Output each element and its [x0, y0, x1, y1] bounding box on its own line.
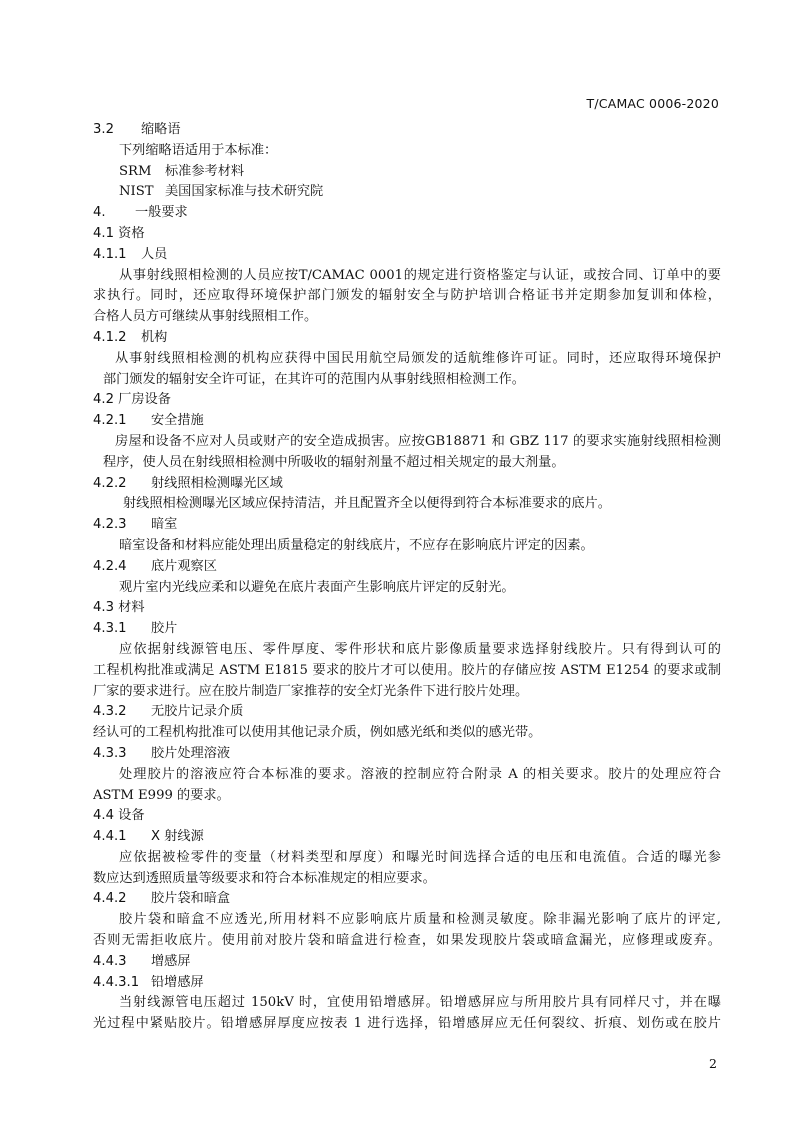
paragraph-line: 否则无需拒收底片。使用前对胶片袋和暗盒进行检查，如果发现胶片袋或暗盒漏光，应修理或废弃。 [93, 933, 721, 949]
paragraph-line: 合格人员方可继续从事射线照相工作。 [93, 309, 318, 325]
paragraph-line: 当射线源管电压超过 150kV 时，宜使用铅增感屏。铅增感屏应与所用胶片具有同样尺寸，并在曝 [119, 995, 721, 1011]
section-4-3-heading: 4.3 材料 [93, 600, 145, 616]
paragraph-line: 观片室内光线应柔和以避免在底片表面产生影响底片评定的反射光。 [119, 579, 515, 595]
section-4-2-2-heading: 4.2.2 射线照相检测曝光区域 [93, 475, 283, 491]
document-body [93, 120, 721, 1035]
paragraph-line: 处理胶片的溶液应符合本标准的要求。溶液的控制应符合附录 A 的相关要求。胶片的处理应符合 [119, 766, 721, 782]
paragraph-line: 应依据射线源管电压、零件厚度、零件形状和底片影像质量要求选择射线胶片。只有得到认可的 [119, 641, 721, 657]
section-4-3-1-heading: 4.3.1 胶片 [93, 621, 178, 637]
paragraph-line: 经认可的工程机构批准可以使用其他记录介质，例如感光纸和类似的感光带。 [93, 725, 542, 741]
section-4-1-heading: 4.1 资格 [93, 225, 145, 241]
section-4-4-heading: 4.4 设备 [93, 808, 145, 824]
section-4-1-2-heading: 4.1.2 机构 [93, 329, 168, 345]
paragraph-line: 光过程中紧贴胶片。铅增感屏厚度应按表 1 进行选择，铅增感屏应无任何裂纹、折痕、划伤或在胶片 [93, 1016, 721, 1032]
paragraph-line: 厂家的要求进行。应在胶片制造厂家推荐的安全灯光条件下进行胶片处理。 [93, 683, 529, 699]
paragraph-line: 射线照相检测曝光区域应保持清洁，并且配置齐全以便得到符合本标准要求的底片。 [123, 496, 611, 512]
paragraph-line: 求执行。同时，还应取得环境保护部门颁发的辐射安全与防护培训合格证书并定期参加复训和体检， [93, 288, 721, 304]
paragraph-line: 胶片袋和暗盒不应透光,所用材料不应影响底片质量和检测灵敏度。除非漏光影响了底片的评定, [119, 912, 721, 928]
paragraph-line: 房屋和设备不应对人员或财产的安全造成损害。应按GB18871 和 GBZ 117 的要求实施射线照相检测 [115, 433, 721, 449]
paragraph-line: 应依据被检零件的变量（材料类型和厚度）和曝光时间选择合适的电压和电流值。合适的曝光参 [119, 849, 721, 865]
paragraph-line: 数应达到透照质量等级要求和符合本标准规定的相应要求。 [93, 870, 436, 886]
paragraph-line: 暗室设备和材料应能处理出质量稳定的射线底片，不应存在影响底片评定的因素。 [119, 537, 594, 553]
paragraph-line: 从事射线照相检测的人员应按T/CAMAC 0001的规定进行资格鉴定与认证，或按合同、订单中的要 [119, 267, 721, 283]
section-4-2-1-heading: 4.2.1 安全措施 [93, 413, 204, 429]
section-4-4-2-heading: 4.4.2 胶片袋和暗盒 [93, 891, 231, 907]
paragraph-line: 部门颁发的辐射安全许可证，在其许可的范围内从事射线照相检测工作。 [103, 371, 525, 387]
section-4-3-2-heading: 4.3.2 无胶片记录介质 [93, 704, 244, 720]
paragraph-line: 工程机构批准或满足 ASTM E1815 要求的胶片才可以使用。胶片的存储应按 ASTM E1254 的要求或制 [93, 662, 721, 678]
abbreviation-item: SRM 标准参考材料 [119, 163, 245, 179]
paragraph-line: 程序，使人员在射线照相检测中所吸收的辐射剂量不超过相关规定的最大剂量。 [103, 454, 565, 470]
section-4-4-3-heading: 4.4.3 增感屏 [93, 953, 191, 969]
paragraph-line: ASTM E999 的要求。 [93, 787, 230, 803]
page-number: 2 [709, 1056, 717, 1071]
section-4-1-1-heading: 4.1.1 人员 [93, 246, 168, 262]
section-4-2-4-heading: 4.2.4 底片观察区 [93, 558, 217, 574]
section-3-2-heading: 3.2 缩略语 [93, 122, 181, 137]
section-4-4-1-heading: 4.4.1 X 射线源 [93, 829, 204, 845]
paragraph: 下列缩略语适用于本标准： [119, 142, 278, 158]
paragraph-line: 从事射线照相检测的机构应获得中国民用航空局颁发的适航维修许可证。同时，还应取得环境保护 [115, 350, 721, 366]
section-4-2-3-heading: 4.2.3 暗室 [93, 517, 178, 533]
document-code-header: T/CAMAC 0006-2020 [586, 96, 719, 111]
section-4-heading: 4. 一般要求 [93, 205, 188, 221]
abbreviation-item: NIST 美国国家标准与技术研究院 [119, 184, 324, 200]
section-4-4-3-1-heading: 4.4.3.1 铅增感屏 [93, 974, 204, 990]
section-4-2-heading: 4.2 厂房设备 [93, 392, 171, 408]
section-4-3-3-heading: 4.3.3 胶片处理溶液 [93, 745, 231, 761]
